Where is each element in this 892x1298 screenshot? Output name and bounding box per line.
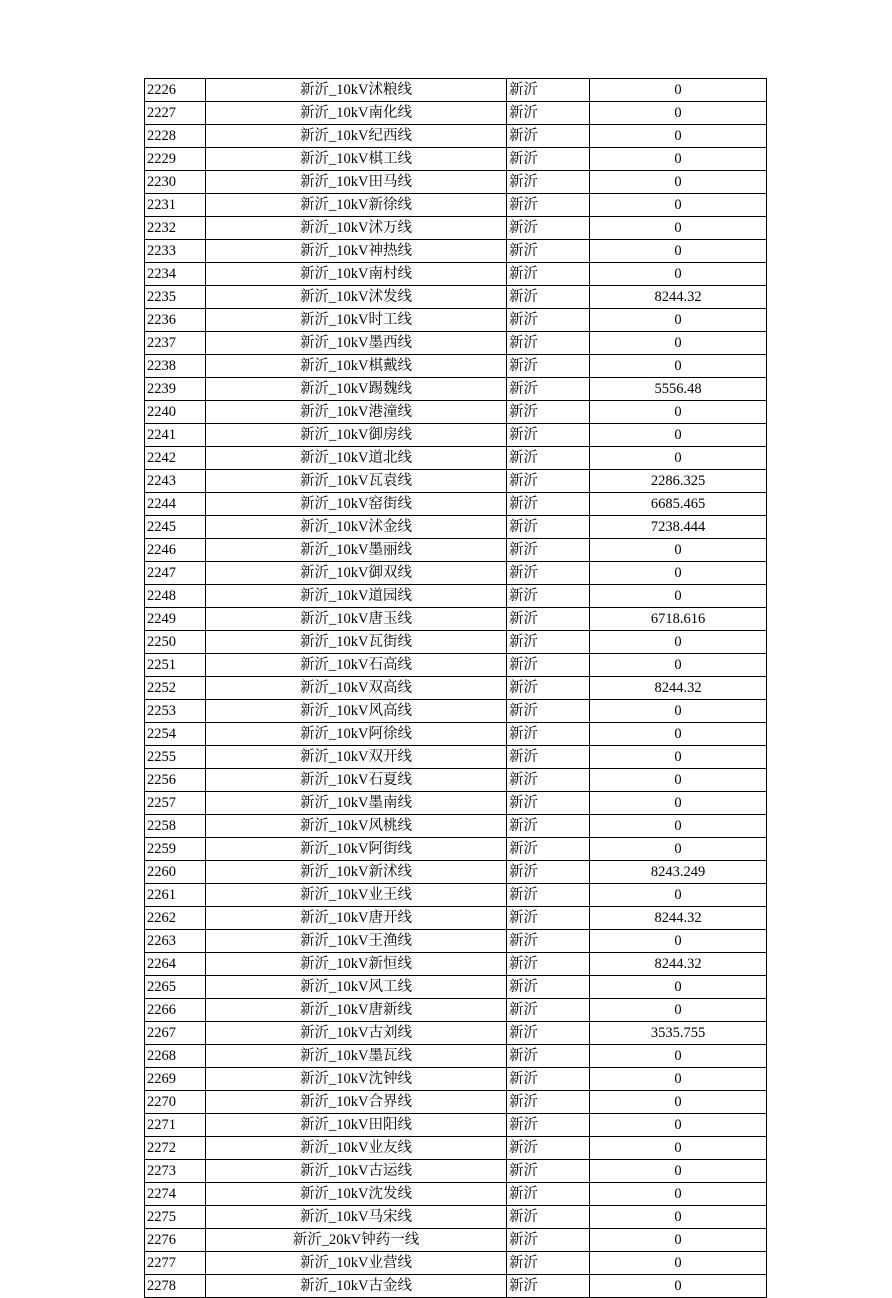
cell-value: 0 [590, 263, 767, 286]
table-row [145, 677, 767, 700]
cell-region: 新沂 [507, 1114, 590, 1137]
cell-line-name: 新沂_10kV新恒线 [206, 953, 507, 976]
table-row [145, 1045, 767, 1068]
table-row [145, 493, 767, 516]
cell-line-name: 新沂_10kV古金线 [206, 1275, 507, 1298]
cell-line-name: 新沂_10kV石高线 [206, 654, 507, 677]
cell-region: 新沂 [507, 861, 590, 884]
cell-value: 0 [590, 355, 767, 378]
cell-id: 2240 [145, 401, 206, 424]
table-row [145, 194, 767, 217]
cell-region: 新沂 [507, 884, 590, 907]
cell-id: 2265 [145, 976, 206, 999]
cell-region: 新沂 [507, 700, 590, 723]
cell-id: 2238 [145, 355, 206, 378]
cell-value: 0 [590, 585, 767, 608]
cell-line-name: 新沂_10kV双开线 [206, 746, 507, 769]
table-row [145, 723, 767, 746]
cell-id: 2278 [145, 1275, 206, 1298]
cell-value: 0 [590, 976, 767, 999]
cell-line-name: 新沂_10kV瓦袁线 [206, 470, 507, 493]
table-row [145, 1160, 767, 1183]
table-row [145, 1252, 767, 1275]
cell-region: 新沂 [507, 654, 590, 677]
cell-id: 2260 [145, 861, 206, 884]
table-row [145, 470, 767, 493]
cell-line-name: 新沂_10kV石夏线 [206, 769, 507, 792]
cell-id: 2256 [145, 769, 206, 792]
cell-line-name: 新沂_10kV风桃线 [206, 815, 507, 838]
cell-region: 新沂 [507, 148, 590, 171]
cell-id: 2227 [145, 102, 206, 125]
cell-id: 2261 [145, 884, 206, 907]
table-row [145, 1114, 767, 1137]
cell-line-name: 新沂_10kV御双线 [206, 562, 507, 585]
cell-id: 2241 [145, 424, 206, 447]
cell-region: 新沂 [507, 1252, 590, 1275]
table-row [145, 746, 767, 769]
table-row [145, 999, 767, 1022]
cell-region: 新沂 [507, 1160, 590, 1183]
cell-line-name: 新沂_10kV棋工线 [206, 148, 507, 171]
cell-line-name: 新沂_10kV唐新线 [206, 999, 507, 1022]
cell-region: 新沂 [507, 194, 590, 217]
cell-line-name: 新沂_10kV瓦街线 [206, 631, 507, 654]
cell-id: 2244 [145, 493, 206, 516]
cell-region: 新沂 [507, 240, 590, 263]
cell-region: 新沂 [507, 677, 590, 700]
cell-id: 2250 [145, 631, 206, 654]
cell-line-name: 新沂_10kV沈钟线 [206, 1068, 507, 1091]
cell-value: 0 [590, 930, 767, 953]
table-row [145, 700, 767, 723]
cell-id: 2267 [145, 1022, 206, 1045]
cell-line-name: 新沂_10kV沭粮线 [206, 79, 507, 102]
table-row [145, 447, 767, 470]
cell-value: 0 [590, 1068, 767, 1091]
table-row [145, 838, 767, 861]
cell-region: 新沂 [507, 746, 590, 769]
cell-region: 新沂 [507, 424, 590, 447]
cell-region: 新沂 [507, 1045, 590, 1068]
cell-line-name: 新沂_20kV钟药一线 [206, 1229, 507, 1252]
cell-value: 0 [590, 447, 767, 470]
cell-region: 新沂 [507, 1091, 590, 1114]
cell-region: 新沂 [507, 125, 590, 148]
cell-line-name: 新沂_10kV唐玉线 [206, 608, 507, 631]
table-row [145, 355, 767, 378]
table-row [145, 1183, 767, 1206]
cell-line-name: 新沂_10kV时工线 [206, 309, 507, 332]
table-row [145, 953, 767, 976]
table-row [145, 1022, 767, 1045]
cell-id: 2269 [145, 1068, 206, 1091]
cell-line-name: 新沂_10kV新徐线 [206, 194, 507, 217]
cell-line-name: 新沂_10kV墨西线 [206, 332, 507, 355]
cell-value: 0 [590, 401, 767, 424]
cell-line-name: 新沂_10kV沭发线 [206, 286, 507, 309]
table-row [145, 125, 767, 148]
table-row [145, 608, 767, 631]
cell-value: 7238.444 [590, 516, 767, 539]
cell-id: 2232 [145, 217, 206, 240]
cell-value: 0 [590, 1275, 767, 1298]
cell-region: 新沂 [507, 1022, 590, 1045]
table-row [145, 792, 767, 815]
table-row [145, 102, 767, 125]
cell-region: 新沂 [507, 1275, 590, 1298]
table-row [145, 631, 767, 654]
cell-value: 0 [590, 746, 767, 769]
table-row [145, 309, 767, 332]
table-row [145, 884, 767, 907]
table-row [145, 539, 767, 562]
cell-value: 5556.48 [590, 378, 767, 401]
cell-region: 新沂 [507, 378, 590, 401]
cell-value: 0 [590, 424, 767, 447]
cell-line-name: 新沂_10kV古刘线 [206, 1022, 507, 1045]
cell-id: 2266 [145, 999, 206, 1022]
cell-region: 新沂 [507, 401, 590, 424]
cell-region: 新沂 [507, 585, 590, 608]
cell-value: 0 [590, 631, 767, 654]
cell-line-name: 新沂_10kV阿街线 [206, 838, 507, 861]
cell-region: 新沂 [507, 1068, 590, 1091]
cell-value: 8243.249 [590, 861, 767, 884]
cell-id: 2228 [145, 125, 206, 148]
cell-region: 新沂 [507, 1229, 590, 1252]
cell-id: 2268 [145, 1045, 206, 1068]
cell-region: 新沂 [507, 723, 590, 746]
cell-value: 0 [590, 700, 767, 723]
cell-id: 2242 [145, 447, 206, 470]
cell-id: 2235 [145, 286, 206, 309]
cell-value: 8244.32 [590, 907, 767, 930]
cell-line-name: 新沂_10kV新沭线 [206, 861, 507, 884]
cell-line-name: 新沂_10kV道北线 [206, 447, 507, 470]
cell-id: 2262 [145, 907, 206, 930]
table-row [145, 148, 767, 171]
cell-id: 2234 [145, 263, 206, 286]
cell-line-name: 新沂_10kV南化线 [206, 102, 507, 125]
cell-line-name: 新沂_10kV阿徐线 [206, 723, 507, 746]
cell-line-name: 新沂_10kV田阳线 [206, 1114, 507, 1137]
cell-value: 0 [590, 1206, 767, 1229]
table-row [145, 263, 767, 286]
cell-value: 0 [590, 1229, 767, 1252]
cell-line-name: 新沂_10kV沭万线 [206, 217, 507, 240]
cell-region: 新沂 [507, 263, 590, 286]
cell-line-name: 新沂_10kV棋戴线 [206, 355, 507, 378]
cell-region: 新沂 [507, 792, 590, 815]
table-row [145, 907, 767, 930]
cell-id: 2259 [145, 838, 206, 861]
cell-id: 2258 [145, 815, 206, 838]
cell-id: 2246 [145, 539, 206, 562]
cell-id: 2233 [145, 240, 206, 263]
cell-region: 新沂 [507, 102, 590, 125]
cell-value: 0 [590, 815, 767, 838]
cell-id: 2237 [145, 332, 206, 355]
cell-id: 2230 [145, 171, 206, 194]
table-row [145, 654, 767, 677]
cell-line-name: 新沂_10kV合界线 [206, 1091, 507, 1114]
cell-value: 3535.755 [590, 1022, 767, 1045]
cell-id: 2253 [145, 700, 206, 723]
cell-line-name: 新沂_10kV马宋线 [206, 1206, 507, 1229]
cell-value: 2286.325 [590, 470, 767, 493]
table-row [145, 1206, 767, 1229]
cell-id: 2274 [145, 1183, 206, 1206]
cell-line-name: 新沂_10kV御房线 [206, 424, 507, 447]
cell-id: 2251 [145, 654, 206, 677]
cell-region: 新沂 [507, 217, 590, 240]
cell-region: 新沂 [507, 516, 590, 539]
cell-value: 0 [590, 1137, 767, 1160]
cell-id: 2257 [145, 792, 206, 815]
cell-value: 0 [590, 148, 767, 171]
cell-value: 0 [590, 769, 767, 792]
cell-region: 新沂 [507, 562, 590, 585]
table-row [145, 217, 767, 240]
table-row [145, 1137, 767, 1160]
cell-id: 2236 [145, 309, 206, 332]
cell-value: 0 [590, 654, 767, 677]
cell-region: 新沂 [507, 907, 590, 930]
cell-id: 2231 [145, 194, 206, 217]
cell-region: 新沂 [507, 286, 590, 309]
table-row [145, 401, 767, 424]
cell-value: 0 [590, 562, 767, 585]
table-row [145, 861, 767, 884]
table-row [145, 1091, 767, 1114]
cell-id: 2275 [145, 1206, 206, 1229]
cell-id: 2273 [145, 1160, 206, 1183]
cell-line-name: 新沂_10kV港潼线 [206, 401, 507, 424]
table-row [145, 930, 767, 953]
cell-value: 0 [590, 1183, 767, 1206]
cell-line-name: 新沂_10kV纪西线 [206, 125, 507, 148]
cell-line-name: 新沂_10kV南村线 [206, 263, 507, 286]
cell-id: 2255 [145, 746, 206, 769]
table-row [145, 79, 767, 102]
cell-value: 0 [590, 1114, 767, 1137]
table-row [145, 976, 767, 999]
table-row [145, 1229, 767, 1252]
cell-region: 新沂 [507, 815, 590, 838]
table-row [145, 769, 767, 792]
cell-line-name: 新沂_10kV墨瓦线 [206, 1045, 507, 1068]
cell-region: 新沂 [507, 447, 590, 470]
cell-id: 2272 [145, 1137, 206, 1160]
table-row [145, 1275, 767, 1298]
table-row [145, 815, 767, 838]
cell-region: 新沂 [507, 930, 590, 953]
cell-line-name: 新沂_10kV风高线 [206, 700, 507, 723]
cell-id: 2252 [145, 677, 206, 700]
cell-line-name: 新沂_10kV窑街线 [206, 493, 507, 516]
cell-id: 2249 [145, 608, 206, 631]
cell-region: 新沂 [507, 1206, 590, 1229]
cell-id: 2248 [145, 585, 206, 608]
cell-line-name: 新沂_10kV业营线 [206, 1252, 507, 1275]
table-row [145, 516, 767, 539]
table-row [145, 171, 767, 194]
cell-value: 0 [590, 309, 767, 332]
cell-line-name: 新沂_10kV墨丽线 [206, 539, 507, 562]
cell-value: 0 [590, 79, 767, 102]
cell-line-name: 新沂_10kV业王线 [206, 884, 507, 907]
cell-line-name: 新沂_10kV神热线 [206, 240, 507, 263]
cell-id: 2229 [145, 148, 206, 171]
cell-value: 0 [590, 217, 767, 240]
cell-line-name: 新沂_10kV沭金线 [206, 516, 507, 539]
table-row [145, 378, 767, 401]
cell-region: 新沂 [507, 1137, 590, 1160]
table-row [145, 585, 767, 608]
cell-value: 0 [590, 792, 767, 815]
cell-value: 0 [590, 171, 767, 194]
cell-line-name: 新沂_10kV古运线 [206, 1160, 507, 1183]
cell-value: 8244.32 [590, 677, 767, 700]
cell-line-name: 新沂_10kV田马线 [206, 171, 507, 194]
cell-region: 新沂 [507, 355, 590, 378]
table-row [145, 332, 767, 355]
table-row [145, 424, 767, 447]
cell-value: 0 [590, 1091, 767, 1114]
cell-region: 新沂 [507, 309, 590, 332]
cell-id: 2247 [145, 562, 206, 585]
cell-value: 0 [590, 1160, 767, 1183]
cell-id: 2239 [145, 378, 206, 401]
cell-region: 新沂 [507, 171, 590, 194]
cell-line-name: 新沂_10kV踢魏线 [206, 378, 507, 401]
cell-region: 新沂 [507, 79, 590, 102]
cell-value: 0 [590, 194, 767, 217]
table-body [145, 79, 767, 1298]
cell-id: 2263 [145, 930, 206, 953]
cell-value: 0 [590, 539, 767, 562]
cell-id: 2276 [145, 1229, 206, 1252]
cell-value: 6685.465 [590, 493, 767, 516]
cell-region: 新沂 [507, 1183, 590, 1206]
cell-value: 0 [590, 102, 767, 125]
cell-value: 0 [590, 723, 767, 746]
table-row [145, 562, 767, 585]
cell-value: 8244.32 [590, 953, 767, 976]
cell-line-name: 新沂_10kV沈发线 [206, 1183, 507, 1206]
cell-region: 新沂 [507, 470, 590, 493]
cell-line-name: 新沂_10kV双高线 [206, 677, 507, 700]
cell-id: 2226 [145, 79, 206, 102]
cell-region: 新沂 [507, 539, 590, 562]
cell-value: 0 [590, 1252, 767, 1275]
cell-id: 2264 [145, 953, 206, 976]
cell-region: 新沂 [507, 976, 590, 999]
cell-id: 2277 [145, 1252, 206, 1275]
cell-value: 0 [590, 125, 767, 148]
table-row [145, 240, 767, 263]
cell-region: 新沂 [507, 769, 590, 792]
line-data-table [144, 78, 767, 1298]
cell-value: 0 [590, 884, 767, 907]
cell-region: 新沂 [507, 493, 590, 516]
cell-id: 2271 [145, 1114, 206, 1137]
cell-line-name: 新沂_10kV墨南线 [206, 792, 507, 815]
cell-line-name: 新沂_10kV业友线 [206, 1137, 507, 1160]
cell-value: 0 [590, 1045, 767, 1068]
cell-region: 新沂 [507, 608, 590, 631]
cell-value: 0 [590, 240, 767, 263]
cell-id: 2245 [145, 516, 206, 539]
table-row [145, 286, 767, 309]
cell-value: 0 [590, 999, 767, 1022]
cell-region: 新沂 [507, 838, 590, 861]
cell-region: 新沂 [507, 332, 590, 355]
cell-region: 新沂 [507, 953, 590, 976]
cell-line-name: 新沂_10kV唐开线 [206, 907, 507, 930]
data-table-container [144, 78, 748, 1298]
cell-line-name: 新沂_10kV道园线 [206, 585, 507, 608]
cell-line-name: 新沂_10kV风工线 [206, 976, 507, 999]
cell-id: 2243 [145, 470, 206, 493]
cell-value: 8244.32 [590, 286, 767, 309]
table-row [145, 1068, 767, 1091]
cell-region: 新沂 [507, 999, 590, 1022]
cell-line-name: 新沂_10kV王渔线 [206, 930, 507, 953]
cell-id: 2270 [145, 1091, 206, 1114]
cell-value: 6718.616 [590, 608, 767, 631]
cell-region: 新沂 [507, 631, 590, 654]
cell-value: 0 [590, 332, 767, 355]
cell-value: 0 [590, 838, 767, 861]
cell-id: 2254 [145, 723, 206, 746]
